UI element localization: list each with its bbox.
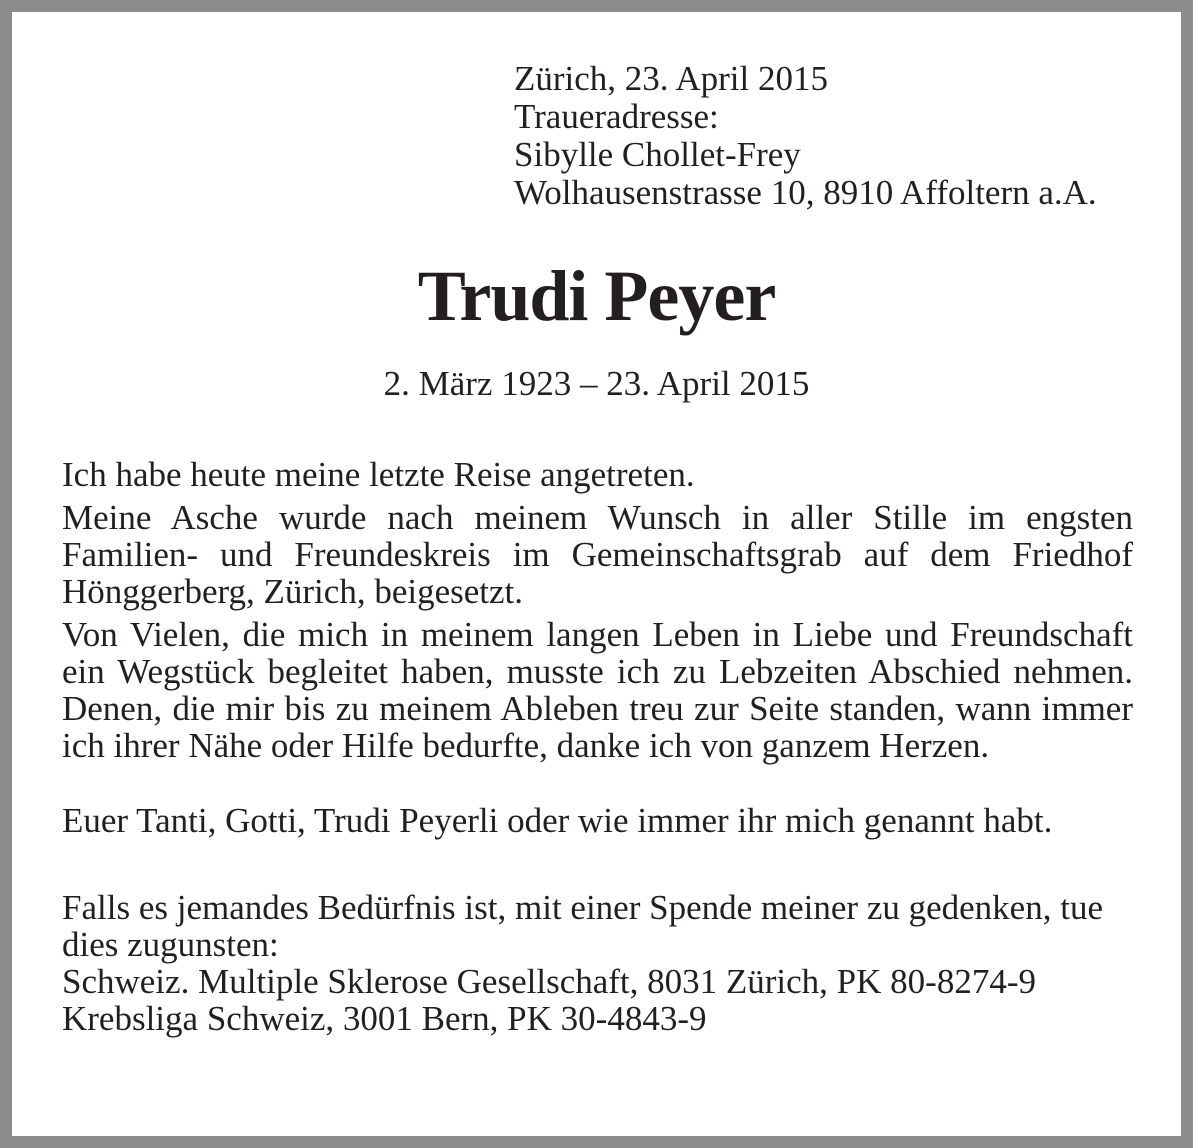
paragraph-thanks: Von Vielen, die mich in meinem langen Leben in Liebe und Freundschaft ein Wegstück begleitet haben, musste ich zu Lebzeiten Abschied nehmen. Denen, die mir bis zu meinem Ableben treu zur Seite standen, wann immer ich ihrer Nähe oder Hilfe bedurfte, danke ich von ganzem Herzen. [62,615,1133,765]
paragraph-signoff: Euer Tanti, Gotti, Trudi Peyerli oder wie immer ihr mich genannt habt. [62,801,1053,840]
donation-recipient-krebsliga: Krebsliga Schweiz, 3001 Bern, PK 30-4843-9 [62,999,707,1038]
obituary-notice [12,12,1181,1136]
mourning-address-block [514,60,1154,212]
contact-name: Sibylle Chollet-Frey [514,135,801,174]
place-date: Zürich, 23. April 2015 [514,59,828,98]
obituary-text [62,456,1133,1037]
donation-recipient-ms: Schweiz. Multiple Sklerose Gesellschaft, 8031 Zürich, PK 80-8274-9 [62,962,1036,1001]
life-dates: 2. März 1923 – 23. April 2015 [383,364,810,403]
street-address: Wolhausenstrasse 10, 8910 Affoltern a.A. [514,173,1097,212]
paragraph-farewell: Ich habe heute meine letzte Reise angetreten. [62,455,695,494]
paragraph-donation-intro: Falls es jemandes Bedürfnis ist, mit einer Spende meiner zu gedenken, tue dies zugunsten: [62,888,1103,964]
address-label: Traueradresse: [514,97,719,136]
paragraph-burial: Meine Asche wurde nach meinem Wunsch in aller Stille im engsten Familien- und Freundeskreis im Gemeinschaftsgrab auf dem Friedhof Hönggerberg, Zürich, beigesetzt. [62,498,1133,611]
deceased-name: Trudi Peyer [417,256,776,336]
